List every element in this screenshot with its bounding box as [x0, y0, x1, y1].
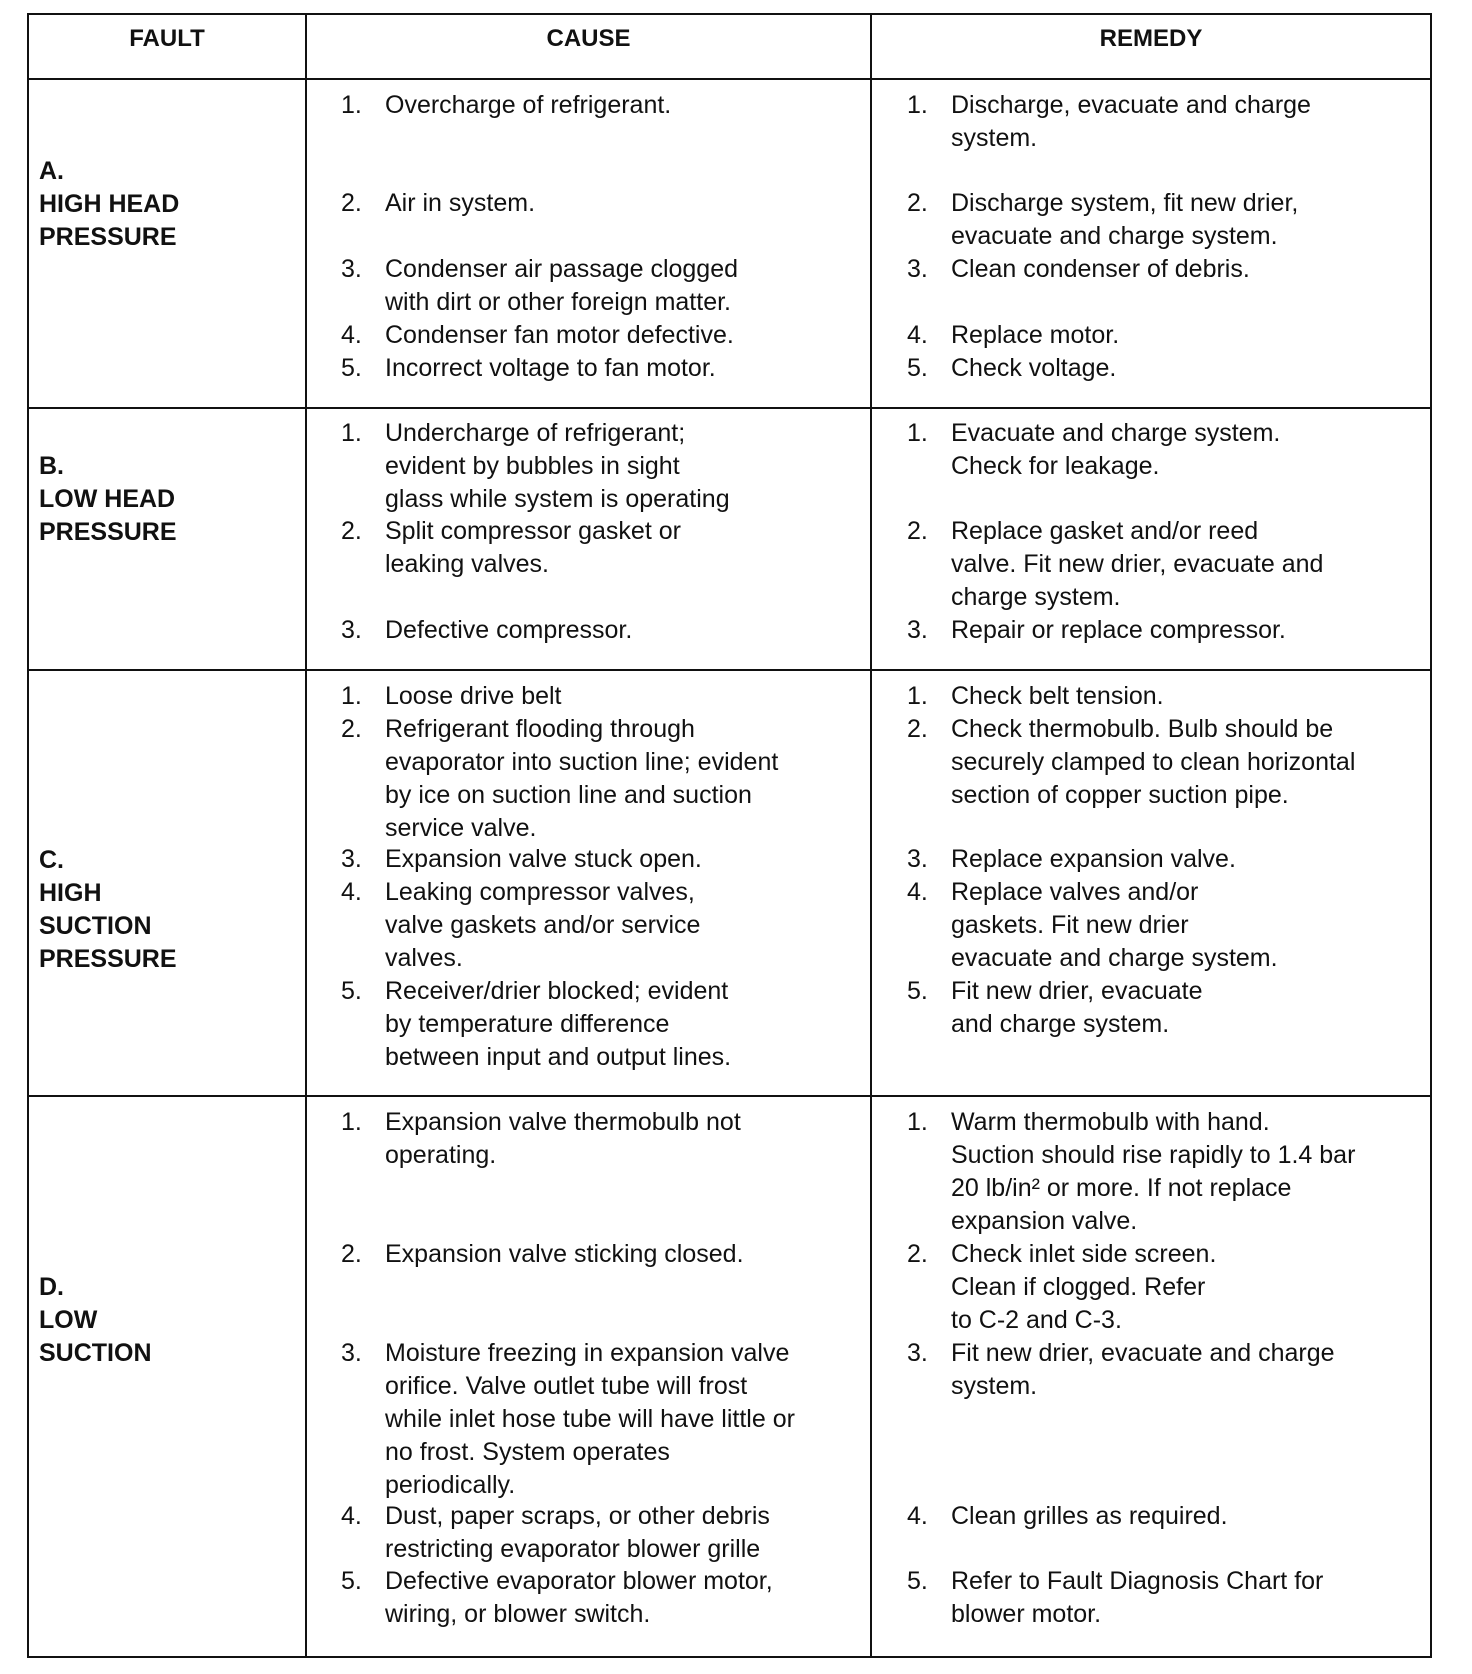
fault-label-line: LOW HEAD: [39, 485, 176, 513]
item-number: 4.: [341, 321, 362, 349]
item-number: 5.: [907, 977, 928, 1005]
item-number: 1.: [341, 419, 362, 447]
header-fault: FAULT: [129, 25, 205, 52]
item-text: [951, 1238, 1216, 1337]
item-text-line: Moisture freezing in expansion valve: [385, 1339, 790, 1367]
item-number: 3.: [907, 1339, 928, 1367]
item-number: 4.: [907, 1502, 928, 1530]
item-number: 5.: [341, 354, 362, 382]
fault-label-line: LOW: [39, 1306, 98, 1334]
item-text-line: wiring, or blower switch.: [385, 1600, 651, 1628]
item-text-line: Discharge, evacuate and charge: [951, 91, 1311, 119]
fault-label: [39, 450, 177, 549]
item-text-line: Check belt tension.: [951, 682, 1164, 710]
item-text-line: system.: [951, 124, 1038, 152]
item-text: [385, 417, 730, 516]
item-number: 4.: [907, 878, 928, 906]
item-number: 2.: [907, 1240, 928, 1268]
item-text-line: to C-2 and C-3.: [951, 1306, 1122, 1334]
item-text-line: Condenser fan motor defective.: [385, 321, 734, 349]
item-number: 2.: [341, 1240, 362, 1268]
item-text-line: periodically.: [385, 1471, 516, 1499]
item-number: 3.: [907, 845, 928, 873]
item-text-line: Receiver/drier blocked; evident: [385, 977, 729, 1005]
row-divider: [27, 407, 1432, 409]
item-text-line: service valve.: [385, 814, 537, 842]
item-text: [951, 1337, 1335, 1403]
item-text-line: Loose drive belt: [385, 682, 562, 710]
item-text-line: Replace valves and/or: [951, 878, 1199, 906]
item-text-line: Expansion valve sticking closed.: [385, 1240, 744, 1268]
item-text: [385, 253, 738, 319]
item-text: [385, 1565, 773, 1631]
item-text-line: Check for leakage.: [951, 452, 1160, 480]
item-text: [951, 319, 1119, 352]
item-text-line: section of copper suction pipe.: [951, 781, 1289, 809]
item-text: [385, 1238, 744, 1271]
item-text: [385, 319, 734, 352]
item-text-line: valve gaskets and/or service: [385, 911, 701, 939]
item-text-line: by ice on suction line and suction: [385, 781, 752, 809]
fault-label-line: A.: [39, 157, 64, 185]
item-text: [385, 843, 702, 876]
item-number: 5.: [907, 354, 928, 382]
item-number: 2.: [907, 189, 928, 217]
item-text-line: orifice. Valve outlet tube will frost: [385, 1372, 748, 1400]
item-text-line: Suction should rise rapidly to 1.4 bar: [951, 1141, 1356, 1169]
item-text: [385, 515, 681, 581]
item-text-line: Dust, paper scraps, or other debris: [385, 1502, 770, 1530]
fault-label: [39, 1271, 152, 1370]
item-number: 5.: [341, 1567, 362, 1595]
item-text-line: Condenser air passage clogged: [385, 255, 739, 283]
item-number: 1.: [341, 91, 362, 119]
header-remedy: REMEDY: [1099, 25, 1203, 52]
fault-label-line: B.: [39, 452, 64, 480]
item-text: [951, 1106, 1355, 1238]
column-divider: [305, 13, 307, 1658]
item-text: [951, 515, 1323, 614]
item-text: [951, 975, 1203, 1041]
item-text-line: Refer to Fault Diagnosis Chart for: [951, 1567, 1324, 1595]
table-border-left: [27, 13, 29, 1658]
item-number: 3.: [907, 616, 928, 644]
item-text: [385, 352, 716, 385]
item-text-line: Discharge system, fit new drier,: [951, 189, 1299, 217]
item-text: [951, 1565, 1323, 1631]
header-cause: CAUSE: [546, 25, 631, 52]
item-text: [385, 1106, 741, 1172]
item-number: 2.: [907, 715, 928, 743]
item-number: 5.: [907, 1567, 928, 1595]
item-text-line: no frost. System operates: [385, 1438, 670, 1466]
item-text-line: evaporator into suction line; evident: [385, 748, 779, 776]
item-text: [385, 680, 562, 713]
item-text-line: Overcharge of refrigerant.: [385, 91, 672, 119]
item-text: [385, 1500, 770, 1566]
item-text: [951, 680, 1164, 713]
item-number: 1.: [907, 419, 928, 447]
item-text: [385, 89, 671, 122]
fault-label-line: PRESSURE: [39, 223, 177, 251]
item-text-line: glass while system is operating: [385, 485, 730, 513]
item-text-line: Refrigerant flooding through: [385, 715, 695, 743]
item-text-line: securely clamped to clean horizontal: [951, 748, 1356, 776]
item-text-line: system.: [951, 1372, 1038, 1400]
table-border-bottom: [27, 1656, 1432, 1658]
item-text-line: and charge system.: [951, 1010, 1170, 1038]
item-text-line: Check voltage.: [951, 354, 1117, 382]
item-text-line: expansion valve.: [951, 1207, 1138, 1235]
item-text: [951, 1500, 1228, 1533]
item-text-line: operating.: [385, 1141, 497, 1169]
row-divider: [27, 1095, 1432, 1097]
item-text-line: valve. Fit new drier, evacuate and: [951, 550, 1324, 578]
fault-label: [39, 155, 179, 254]
fault-label-line: D.: [39, 1273, 64, 1301]
item-text-line: Check thermobulb. Bulb should be: [951, 715, 1334, 743]
item-text: [385, 876, 700, 975]
item-text-line: evident by bubbles in sight: [385, 452, 680, 480]
item-text-line: Expansion valve thermobulb not: [385, 1108, 741, 1136]
item-text-line: Warm thermobulb with hand.: [951, 1108, 1270, 1136]
table-border-right: [1430, 13, 1432, 1658]
item-text: [385, 614, 632, 647]
item-text-line: valves.: [385, 944, 463, 972]
row-divider: [27, 78, 1432, 80]
fault-label-line: HIGH HEAD: [39, 190, 180, 218]
item-number: 2.: [341, 517, 362, 545]
item-text-line: Expansion valve stuck open.: [385, 845, 702, 873]
item-text-line: with dirt or other foreign matter.: [385, 288, 731, 316]
item-text-line: by temperature difference: [385, 1010, 670, 1038]
item-text-line: Undercharge of refrigerant;: [385, 419, 686, 447]
item-text-line: Fit new drier, evacuate and charge: [951, 1339, 1335, 1367]
item-text-line: Replace gasket and/or reed: [951, 517, 1259, 545]
item-text-line: Clean if clogged. Refer: [951, 1273, 1206, 1301]
item-text: [951, 253, 1250, 286]
item-text-line: Clean condenser of debris.: [951, 255, 1250, 283]
item-number: 1.: [341, 1108, 362, 1136]
item-number: 3.: [341, 845, 362, 873]
fault-label-line: PRESSURE: [39, 518, 177, 546]
fault-label: [39, 844, 177, 976]
item-text: [385, 187, 535, 220]
item-text-line: between input and output lines.: [385, 1043, 732, 1071]
item-text-line: evacuate and charge system.: [951, 222, 1278, 250]
item-text: [951, 713, 1355, 812]
item-number: 2.: [341, 715, 362, 743]
fault-label-line: SUCTION: [39, 1339, 152, 1367]
item-number: 1.: [341, 682, 362, 710]
fault-label-line: HIGH: [39, 879, 102, 907]
item-number: 1.: [907, 91, 928, 119]
item-text-line: Split compressor gasket or: [385, 517, 681, 545]
item-number: 5.: [341, 977, 362, 1005]
column-divider: [870, 13, 872, 1658]
fault-label-line: SUCTION: [39, 912, 152, 940]
item-text-line: evacuate and charge system.: [951, 944, 1278, 972]
fault-label-line: C.: [39, 846, 64, 874]
item-number: 1.: [907, 1108, 928, 1136]
item-text: [385, 1337, 795, 1502]
item-text: [951, 89, 1311, 155]
item-text: [951, 843, 1236, 876]
item-number: 3.: [341, 616, 362, 644]
item-number: 4.: [341, 878, 362, 906]
item-text-line: Check inlet side screen.: [951, 1240, 1217, 1268]
item-text-line: restricting evaporator blower grille: [385, 1535, 761, 1563]
item-number: 1.: [907, 682, 928, 710]
row-divider: [27, 669, 1432, 671]
item-text-line: Repair or replace compressor.: [951, 616, 1286, 644]
item-text-line: Evacuate and charge system.: [951, 419, 1281, 447]
item-text-line: Air in system.: [385, 189, 536, 217]
item-text: [385, 975, 731, 1074]
item-text: [951, 614, 1286, 647]
item-text-line: 20 lb/in² or more. If not replace: [951, 1174, 1292, 1202]
item-number: 3.: [907, 255, 928, 283]
item-number: 4.: [341, 1502, 362, 1530]
item-text-line: blower motor.: [951, 1600, 1102, 1628]
item-text-line: Defective compressor.: [385, 616, 633, 644]
item-text: [951, 417, 1280, 483]
item-number: 4.: [907, 321, 928, 349]
item-number: 2.: [907, 517, 928, 545]
item-text: [385, 713, 778, 845]
item-text-line: while inlet hose tube will have little or: [385, 1405, 795, 1433]
item-number: 3.: [341, 1339, 362, 1367]
item-text-line: Replace expansion valve.: [951, 845, 1236, 873]
fault-label-line: PRESSURE: [39, 945, 177, 973]
item-text: [951, 187, 1298, 253]
item-text-line: charge system.: [951, 583, 1121, 611]
item-number: 3.: [341, 255, 362, 283]
item-text-line: Replace motor.: [951, 321, 1120, 349]
item-number: 2.: [341, 189, 362, 217]
item-text-line: Leaking compressor valves,: [385, 878, 695, 906]
item-text-line: gaskets. Fit new drier: [951, 911, 1189, 939]
item-text: [951, 352, 1116, 385]
item-text-line: Incorrect voltage to fan motor.: [385, 354, 716, 382]
item-text-line: leaking valves.: [385, 550, 549, 578]
item-text-line: Clean grilles as required.: [951, 1502, 1228, 1530]
item-text-line: Fit new drier, evacuate: [951, 977, 1203, 1005]
table-border-top: [27, 13, 1432, 15]
item-text-line: Defective evaporator blower motor,: [385, 1567, 773, 1595]
item-text: [951, 876, 1278, 975]
